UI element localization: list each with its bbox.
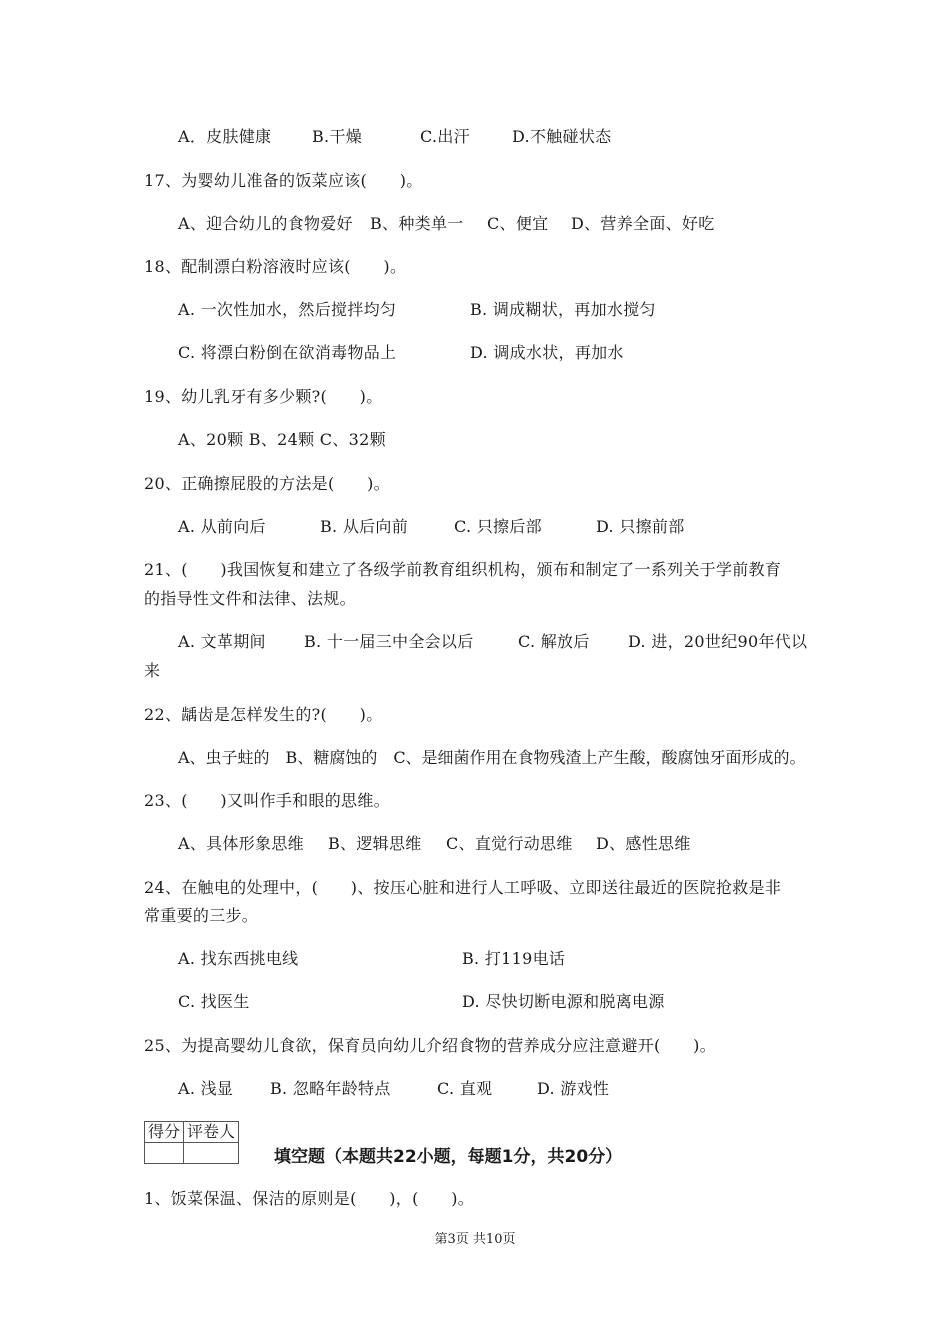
q24-option-a: A. 找东西挑电线 xyxy=(178,949,299,968)
q17-option-d: D、营养全面、好吃 xyxy=(571,214,715,233)
q18-option-c: C. 将漂白粉倒在欲消毒物品上 xyxy=(178,343,397,362)
q20-option-a: A. 从前向后 xyxy=(178,517,266,536)
q21-stem-line2: 的指导性文件和法律、法规。 xyxy=(144,589,356,608)
q21-option-c: C. 解放后 xyxy=(518,632,590,651)
q21-option-a: A. 文革期间 xyxy=(178,632,266,651)
page-footer: 第3页 共10页 xyxy=(434,1232,516,1247)
q24-option-b: B. 打119电话 xyxy=(462,949,566,968)
q21-stem-line1: 21、( )我国恢复和建立了各级学前教育组织机构，颁布和制定了一系列关于学前教育 xyxy=(144,560,782,579)
q24-option-c: C. 找医生 xyxy=(178,992,250,1011)
q23-option-a: A、具体形象思维 xyxy=(178,834,304,853)
q23-option-b: B、逻辑思维 xyxy=(328,834,422,853)
q20-option-d: D. 只擦前部 xyxy=(596,517,685,536)
q21-option-b: B. 十一届三中全会以后 xyxy=(304,632,474,651)
q20-stem: 20、正确擦屁股的方法是( )。 xyxy=(144,474,390,493)
q25-option-c: C. 直观 xyxy=(437,1079,493,1098)
q16-option-d: D.不触碰状态 xyxy=(512,127,612,146)
q19-options: A、20颗 B、24颗 C、32颗 xyxy=(178,430,386,449)
score-label: 得分 xyxy=(145,1122,184,1143)
q25-option-b: B. 忽略年龄特点 xyxy=(270,1079,391,1098)
q24-stem-line1: 24、在触电的处理中，( )、按压心脏和进行人工呼吸、立即送往最近的医院抢救是非 xyxy=(144,878,782,897)
section-title: 填空题（本题共22小题，每题1分，共20分） xyxy=(274,1147,623,1167)
q21-option-d: D. 进，20世纪90年代以 xyxy=(628,632,808,651)
q24-option-d: D. 尽快切断电源和脱离电源 xyxy=(462,992,665,1011)
q19-stem: 19、幼儿乳牙有多少颗?( )。 xyxy=(144,387,383,406)
q17-option-b: B、种类单一 xyxy=(370,214,464,233)
q23-option-d: D、感性思维 xyxy=(596,834,691,853)
score-cell[interactable] xyxy=(145,1143,184,1164)
fill1-stem: 1、饭菜保温、保洁的原则是( )，( )。 xyxy=(144,1189,475,1208)
q17-option-a: A、迎合幼儿的食物爱好 xyxy=(178,214,353,233)
q25-stem: 25、为提高婴幼儿食欲，保育员向幼儿介绍食物的营养成分应注意避开( )。 xyxy=(144,1036,716,1055)
q18-option-b: B. 调成糊状，再加水搅匀 xyxy=(470,300,656,319)
q22-stem: 22、龋齿是怎样发生的?( )。 xyxy=(144,705,383,724)
q18-option-d: D. 调成水状，再加水 xyxy=(470,343,624,362)
q24-stem-line2: 常重要的三步。 xyxy=(144,906,259,925)
q25-option-a: A. 浅显 xyxy=(178,1079,234,1098)
q16-option-a: A．皮肤健康 xyxy=(178,127,272,146)
grader-label: 评卷人 xyxy=(184,1122,239,1143)
grader-cell[interactable] xyxy=(184,1143,239,1164)
q25-option-d: D. 游戏性 xyxy=(537,1079,610,1098)
q20-option-b: B. 从后向前 xyxy=(320,517,409,536)
q17-stem: 17、为婴幼儿准备的饭菜应该( )。 xyxy=(144,171,423,190)
q18-option-a: A. 一次性加水，然后搅拌均匀 xyxy=(178,300,397,319)
q16-option-c: C.出汗 xyxy=(420,127,470,146)
q23-option-c: C、直觉行动思维 xyxy=(446,834,573,853)
q21-option-d-wrap: 来 xyxy=(144,661,161,680)
score-box xyxy=(144,1121,239,1164)
q18-stem: 18、配制漂白粉溶液时应该( )。 xyxy=(144,257,407,276)
q17-option-c: C、便宜 xyxy=(487,214,549,233)
q16-option-b: B.干燥 xyxy=(312,127,363,146)
q23-stem: 23、( )又叫作手和眼的思维。 xyxy=(144,791,390,810)
q20-option-c: C. 只擦后部 xyxy=(454,517,542,536)
q22-options: A、虫子蛀的 B、糖腐蚀的 C、是细菌作用在食物残渣上产生酸，酸腐蚀牙面形成的。 xyxy=(178,748,806,767)
